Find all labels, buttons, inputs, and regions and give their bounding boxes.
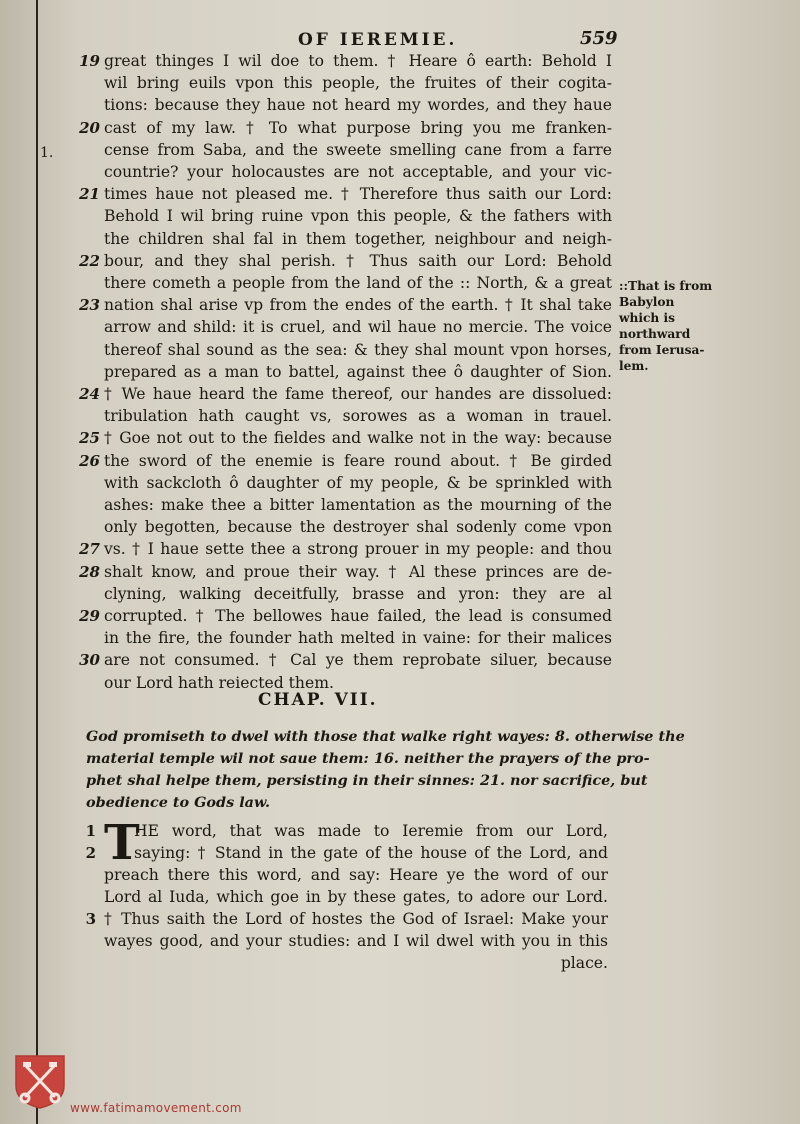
margin-note-line: which is	[619, 311, 675, 325]
verse-number: 21	[79, 185, 100, 204]
chapter-summary	[86, 726, 685, 814]
verse-number	[76, 886, 96, 908]
drop-cap: T	[104, 815, 140, 871]
text-line: place.	[560, 954, 608, 972]
text-line: are not consumed. † Cal ye them reprobate siluer, because	[104, 651, 612, 670]
text-line: with sackcloth ô daughter of my people, & be sprinkled with	[104, 473, 612, 492]
margin-note-line: lem.	[619, 359, 649, 373]
text-line: the sword of the enemie is feare round about. † Be girded	[104, 451, 612, 470]
verse-number	[76, 930, 96, 952]
text-line: † We haue heard the fame thereof, our handes are dissolued:	[104, 385, 612, 403]
verse-number: 2	[85, 844, 96, 862]
text-line: wayes good, and your studies: and I wil dwel with you in this	[104, 932, 608, 950]
verse-number: 1	[85, 822, 96, 840]
text-line: bour, and they shal perish. † Thus saith our Lord: Behold	[104, 251, 612, 270]
text-line: in the fire, the founder hath melted in vaine: for their malices	[104, 629, 612, 648]
text-line: times haue not pleased me. † Therefore thus saith our Lord:	[104, 185, 612, 204]
text-line: arrow and shild: it is cruel, and wil haue no mercie. The voice	[104, 318, 612, 337]
verse-number	[76, 864, 96, 886]
verse-number: 27	[79, 540, 100, 559]
text-line: tions: because they haue not heard my wordes, and they haue	[104, 96, 612, 115]
chapter-7-verse-numbers	[76, 820, 96, 974]
summary-line: material temple wil not saue them: 16. neither the prayers of the pro-	[86, 750, 650, 767]
verse-number: 30	[79, 651, 100, 670]
text-line: † Goe not out to the fieldes and walke not in the way: because	[104, 429, 612, 448]
verse-number: 28	[79, 562, 100, 581]
verse-number: 24	[79, 385, 100, 403]
text-line: preach there this word, and say: Heare ye the word of our	[104, 866, 608, 884]
text-line: our Lord hath reiected them.	[104, 673, 334, 692]
text-line: shalt know, and proue their way. † Al these princes are de-	[104, 562, 612, 581]
margin-note-line: from Ierusa-	[619, 343, 705, 357]
text-line: the children shal fal in them together, neighbour and neigh-	[104, 229, 612, 248]
verse-number: 3	[85, 910, 96, 928]
text-line: Lord al Iuda, which goe in by these gates, to adore our Lord.	[104, 888, 608, 906]
text-line: † Thus saith the Lord of hostes the God of Israel: Make your	[104, 910, 608, 928]
chapter-7-text	[104, 815, 608, 974]
text-line: thereof shal sound as the sea: & they shal mount vpon horses,	[104, 340, 612, 359]
margin-note-line: northward	[619, 327, 691, 341]
summary-line: phet shal helpe them, persisting in their sinnes: 21. nor sacrifice, but	[86, 772, 648, 789]
book-spine-shadow	[36, 0, 38, 1124]
running-header	[0, 28, 800, 52]
verse-number: 22	[79, 251, 100, 270]
margin-note-line: ::That is from	[619, 279, 713, 293]
text-line: Behold I wil bring ruine vpon this people, & the fathers with	[104, 207, 612, 226]
margin-note	[619, 278, 729, 374]
chapter-heading: CHAP. VII.	[258, 690, 378, 710]
papal-keys-logo-icon	[14, 1054, 66, 1110]
verse-number	[76, 952, 96, 974]
verse-number: 23	[79, 296, 100, 315]
text-line: corrupted. † The bellowes haue failed, the lead is consumed	[104, 607, 612, 625]
text-line: saying: † Stand in the gate of the house of the Lord, and	[134, 844, 608, 862]
text-line: ashes: make thee a bitter lamentation as the mourning of the	[104, 496, 612, 514]
page-number: 559	[580, 28, 618, 49]
margin-note-line: Babylon	[619, 295, 675, 309]
text-line: wil bring euils vpon this people, the fruites of their cogita-	[104, 74, 612, 93]
text-line: nation shal arise vp from the endes of the earth. † It shal take	[104, 296, 612, 315]
text-line: vs. † I haue sette thee a strong prouer in my people: and thou	[104, 540, 612, 559]
verse-number: 20	[79, 118, 100, 137]
text-line: there cometh a people from the land of the :: North, & a great	[104, 274, 612, 292]
text-line: tribulation hath caught vs, sorowes as a woman in trauel.	[104, 407, 612, 426]
website-link[interactable]: www.fatimamovement.com	[70, 1101, 242, 1115]
verse-number: 29	[79, 607, 100, 625]
text-line: only begotten, because the destroyer shal sodenly come vpon	[104, 518, 612, 537]
text-line: cast of my law. † To what purpose bring you me franken-	[104, 118, 612, 137]
verse-number: 19	[79, 52, 100, 70]
running-title: OF IEREMIE.	[298, 30, 458, 50]
verse-number: 26	[79, 451, 100, 470]
left-margin-mark: 1.	[40, 145, 54, 161]
text-line: clyning, walking deceitfully, brasse and yron: they are al	[104, 584, 612, 603]
text-line: HE word, that was made to Ieremie from our Lord,	[134, 822, 608, 840]
verse-number: 25	[79, 429, 100, 448]
summary-line: obedience to Gods law.	[86, 794, 270, 811]
text-line: great thinges I wil doe to them. † Heare ô earth: Behold I	[104, 52, 612, 70]
summary-line: God promiseth to dwel with those that walke right wayes: 8. otherwise the	[86, 728, 685, 745]
text-line: prepared as a man to battel, against thee ô daughter of Sion.	[104, 362, 612, 381]
text-line: cense from Saba, and the sweete smelling cane from a farre	[104, 140, 612, 159]
text-line: countrie? your holocaustes are not acceptable, and your vic-	[104, 163, 612, 181]
